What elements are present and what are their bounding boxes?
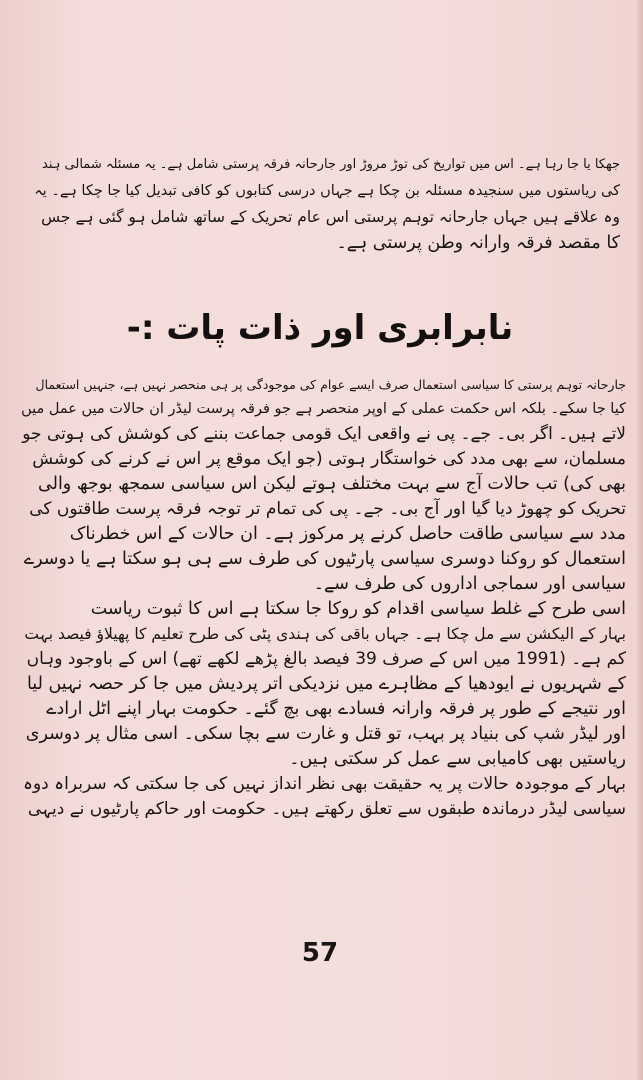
text-line: اسی طرح کے غلط سیاسی اقدام کو روکا جا سکتا ہے اس کا ثبوت ریاست xyxy=(90,599,626,619)
text-line: استعمال کو روکنا دوسری سیاسی پارٹیوں کی طرف سے ہی ہو سکتا ہے یا دوسرے xyxy=(23,549,626,569)
text-line: اور لیڈر شپ کی بنیاد پر بہب، تو قتل و غارت سے بچا سکی۔ اسی مثال پر دوسری xyxy=(25,724,626,744)
page-number: 57 xyxy=(301,938,339,968)
page-edge xyxy=(637,0,643,1080)
text-line: کے شہریوں نے ایودھیا کے مظاہرے میں نزدیکی اتر پردیش میں جا کر حصہ نہیں لیا xyxy=(26,674,626,694)
section-heading: نابرابری اور ذات پات :- xyxy=(126,308,514,348)
text-line: بہار کے الیکشن سے مل چکا ہے۔ جہاں باقی کی ہندی پٹی کی طرح تعلیم کا پھیلاؤ فیصد بہت xyxy=(24,625,626,643)
text-line: وہ علاقے ہیں جہاں جارحانہ توہم پرستی اس عام تحریک کے ساتھ شامل ہو گئی ہے جس xyxy=(41,208,620,226)
text-line: مدد سے سیاسی طاقت حاصل کرنے پر مرکوز ہے۔ ان حالات کے اس خطرناک xyxy=(69,524,626,544)
text-line: کا مقصد فرقہ وارانہ وطن پرستی ہے۔ xyxy=(336,233,620,253)
text-line: ریاستیں بھی کامیابی سے عمل کر سکتی ہیں۔ xyxy=(289,749,626,769)
text-line: کی ریاستوں میں سنجیدہ مسئلہ بن چکا ہے جہاں درسی کتابوں کو کافی تبدیل کیا جا چکا ہے۔ یہ xyxy=(34,183,620,199)
text-line: بہار کے موجودہ حالات پر یہ حقیقت بھی نظر انداز نہیں کی جا سکتی کہ سربراہ دوہ xyxy=(23,774,626,794)
text-line: کم ہے۔ (1991 میں اس کے صرف 39 فیصد بالغ پڑھے لکھے تھے) اس کے باوجود وہاں xyxy=(26,649,626,669)
text-line: تحریک کو چھوڑ دیا گیا اور آج بی۔ جے۔ پی کی تمام تر توجہ فرقہ پرست طاقتوں کی xyxy=(29,499,626,519)
text-line: بھی کی) تب حالات آج سے بہت مختلف ہوتے لیکن اس سیاسی سمجھ بوجھ والی xyxy=(38,474,626,494)
text-line: کیا جا سکے۔ بلکہ اس حکمت عملی کے اوپر منحصر ہے جو فرقہ پرست لیڈر ان حالات میں عمل میں xyxy=(21,401,626,417)
body-paragraphs xyxy=(20,372,626,822)
text-line: اور نتیجے کے طور پر فرقہ وارانہ فسادے بھی بچ گئے۔ حکومت بہار اپنے اٹل ارادے xyxy=(46,699,626,719)
text-line: جارحانہ توہم پرستی کا سیاسی استعمال صرف ایسے عوام کی موجودگی پر ہی منحصر نہیں ہے، جنہیں استعمال xyxy=(35,377,626,392)
text-line: سیاسی لیڈر درماندہ طبقوں سے تعلق رکھتے ہیں۔ حکومت اور حاکم پارٹیوں نے دیہی xyxy=(27,799,626,819)
text-line: لاتے ہیں۔ اگر بی۔ جے۔ پی نے واقعی ایک قومی جماعت بننے کی کوشش کی ہوتی جو xyxy=(22,424,626,444)
intro-paragraph xyxy=(30,152,620,256)
text-line: جھکا یا جا رہا ہے۔ اس میں تواریخ کی توڑ مروڑ اور جارحانہ فرقہ پرستی شامل ہے۔ یہ مسئلہ شمالی ہند xyxy=(42,157,620,172)
text-line: مسلمان، سے بھی مدد کی خواستگار ہوتی (جو ایک موقع پر اس نے کرنے کی کوشش xyxy=(32,449,626,469)
text-line: سیاسی اور سماجی اداروں کی طرف سے۔ xyxy=(313,574,626,594)
